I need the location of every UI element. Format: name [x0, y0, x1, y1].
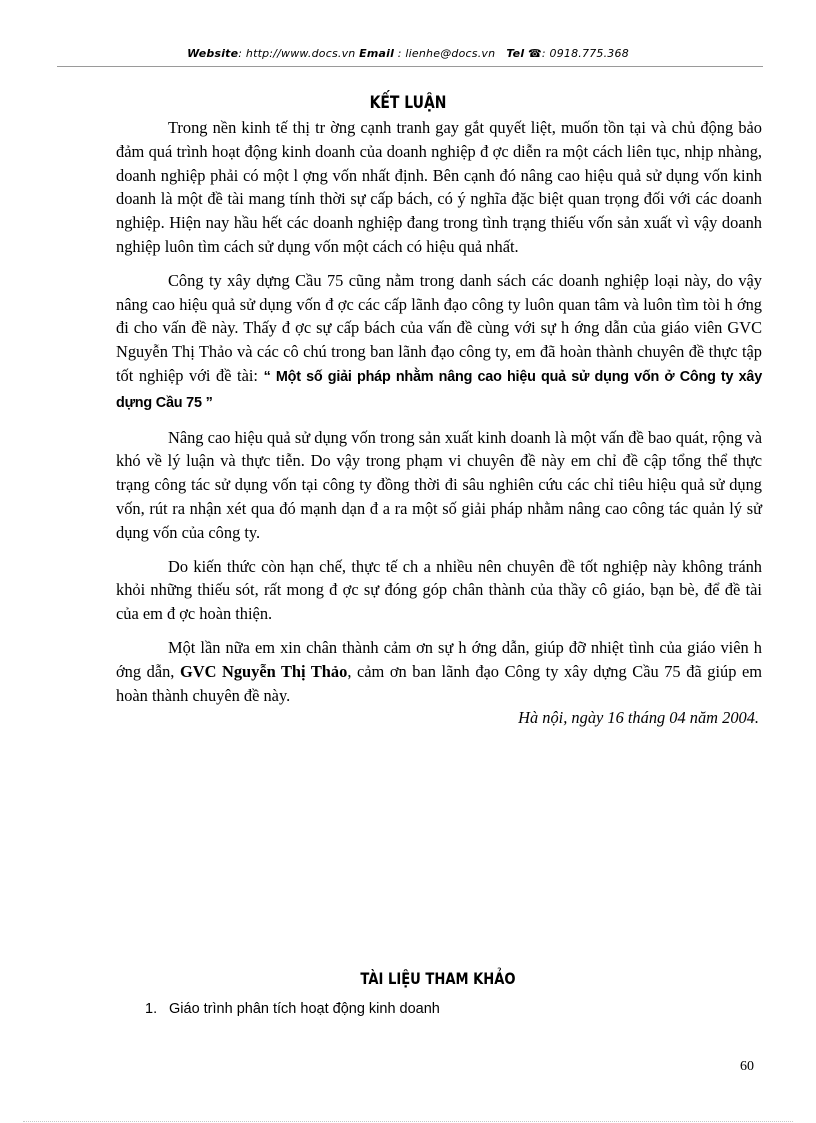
references-list — [145, 1001, 440, 1017]
advisor-name: GVC Nguyễn Thị Thảo — [179, 661, 348, 681]
page-title: KẾT LUẬN — [369, 93, 447, 113]
website-value: : http://www.docs.vn — [238, 47, 356, 60]
reference-number: 1. — [145, 1001, 158, 1017]
email-value: : lienhe@docs.vn — [394, 47, 496, 60]
phone-icon: ☎ — [528, 47, 542, 60]
paragraph-5-after: , cảm ơn ban lãnh đạo Công ty xây dựng Cầu 75 đã giúp em hoàn thành chuyên đề này. — [116, 661, 762, 705]
reference-item — [145, 1001, 440, 1017]
paragraph-2-text: Công ty xây dựng Cầu 75 cũng nằm trong danh sách các doanh nghiệp loại này, do vậy nâng cao hiệu quả sử dụng vốn đ ợc các cấp lãnh đạo công ty luôn quan tâm và luôn tìm tòi h ớng đi cho vấn đề này. Thấy đ ợc sự cấp bách của vấn đề cùng với sự h ớng dẫn của giáo viên GVC Nguyễn Thị Thảo và các cô chú trong ban lãnh đạo công ty, em đã hoàn thành chuyên đề thực tập tốt nghiệp với đề tài: — [116, 270, 762, 385]
conclusion-body — [116, 116, 762, 717]
references-title: TÀI LIỆU THAM KHẢO — [360, 969, 516, 988]
footer-divider — [23, 1121, 793, 1122]
paragraph-1: Trong nền kinh tế thị tr ờng cạnh tranh gay gắt quyết liệt, muốn tồn tại và chủ động bảo đảm quá trình hoạt động kinh doanh của doanh nghiệp đ ợc diễn ra một cách liên tục, nhịp nhàng, doanh nghiệp phải có một l ợng vốn nhất định. Bên cạnh đó nâng cao hiệu quả sử dụng vốn kinh doanh là một đề tài mang tính thời sự cấp bách, có ý nghĩa đặc biệt quan trọng đối với các doanh nghiệp. Hiện nay hầu hết các doanh nghiệp đang trong tình trạng thiếu vốn sản xuất vì vậy doanh nghiệp luôn tìm cách sử dụng vốn một cách có hiệu quả nhất. — [116, 118, 762, 256]
signoff-date: Hà nội, ngày 16 tháng 04 năm 2004. — [518, 708, 759, 727]
email-label: Email — [359, 47, 395, 60]
page-header — [0, 47, 816, 60]
tel-label: Tel — [506, 47, 525, 60]
paragraph-2 — [116, 269, 762, 416]
page-number: 60 — [740, 1059, 754, 1074]
paragraph-5 — [116, 636, 762, 707]
paragraph-3: Nâng cao hiệu quả sử dụng vốn trong sản xuất kinh doanh là một vấn đề bao quát, rộng và khó về lý luận và thực tiễn. Do vậy trong phạm vi chuyên đề này em chỉ đề cập tổng thể thực trạng công tác sử dụng vốn tại công ty đồng thời đi sâu nghiên cứu các chỉ tiêu hiệu quả sử dụng vốn, rút ra nhận xét qua đó mạnh dạn đ a ra một số giải pháp nhằm nâng cao công tác quản lý sử dụng vốn của công ty. — [116, 427, 762, 542]
tel-value: : 0918.775.368 — [541, 47, 629, 60]
thesis-topic: “ Một số giải pháp nhằm nâng cao hiệu quả sử dụng vốn ở Công ty xây dựng Cầu 75 ” — [116, 368, 763, 411]
website-label: Website — [187, 47, 239, 60]
header-divider — [57, 66, 763, 67]
paragraph-5-before: Một lần nữa em xin chân thành cảm ơn sự h ớng dẫn, giúp đỡ nhiệt tình của giáo viên h ớng dẫn, — [116, 637, 762, 681]
paragraph-4: Do kiến thức còn hạn chế, thực tế ch a nhiều nên chuyên đề tốt nghiệp này không tránh khỏi những thiếu sót, rất mong đ ợc sự đóng góp chân thành của thầy cô giáo, bạn bè, để đề tài của em đ ợc hoàn thiện. — [116, 556, 762, 624]
reference-text: Giáo trình phân tích hoạt động kinh doanh — [169, 1001, 440, 1017]
